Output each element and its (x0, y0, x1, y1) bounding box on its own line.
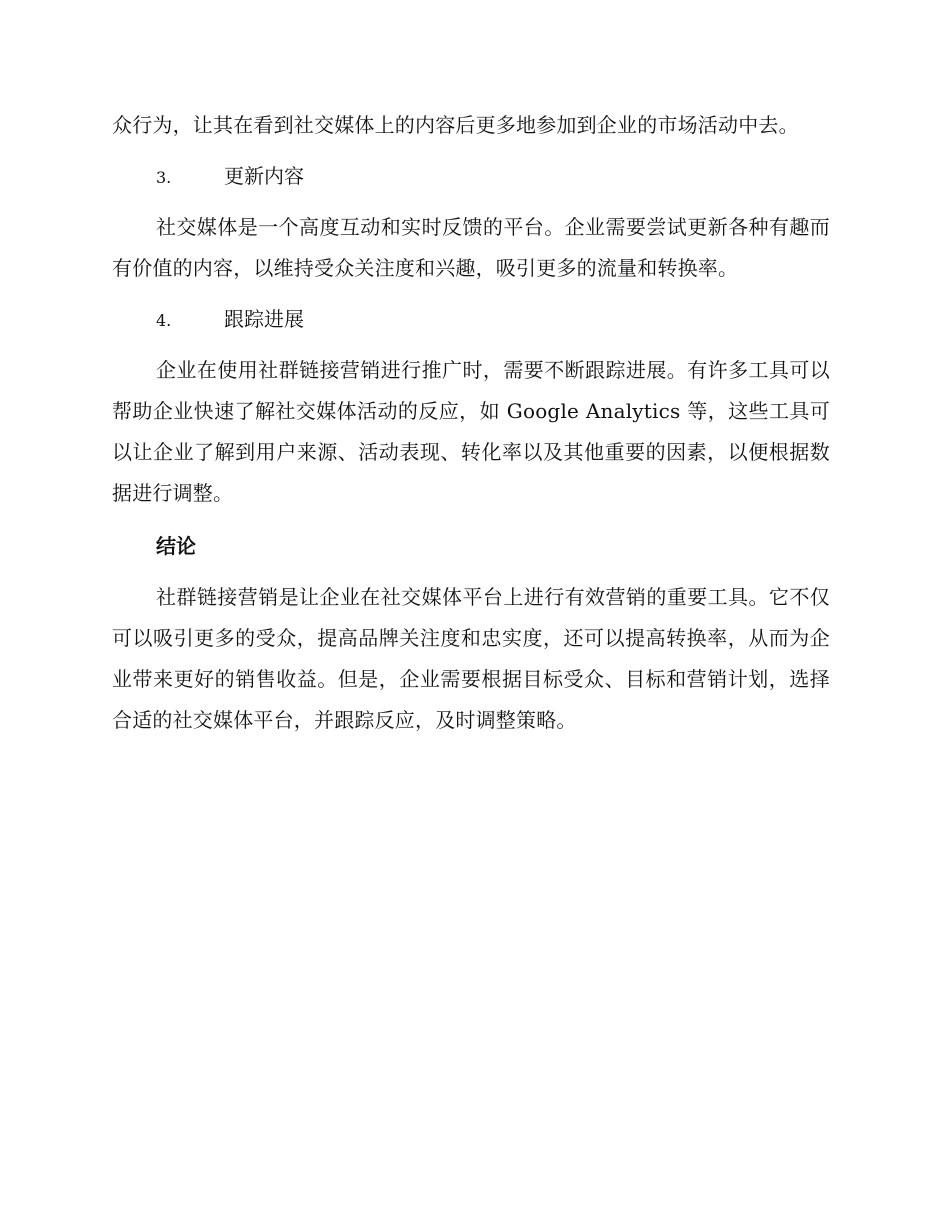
conclusion-paragraph: 社群链接营销是让企业在社交媒体平台上进行有效营销的重要工具。它不仅可以吸引更多的受众，提高品牌关注度和忠实度，还可以提高转换率，从而为企业带来更好的销售收益。但是，企业需要根据目标受众、目标和营销计划，选择合适的社交媒体平台，并跟踪反应，及时调整策略。 (112, 585, 830, 732)
intro-continuation-paragraph: 众行为，让其在看到社交媒体上的内容后更多地参加到企业的市场活动中去。 (112, 113, 799, 137)
conclusion-heading: 结论 (156, 534, 196, 558)
update-content-paragraph: 社交媒体是一个高度互动和实时反馈的平台。企业需要尝试更新各种有趣而有价值的内容，以维持受众关注度和兴趣，吸引更多的流量和转换率。 (112, 215, 830, 280)
list-item-3-heading (112, 156, 830, 197)
list-item-4-heading (112, 299, 830, 340)
track-progress-paragraph: 企业在使用社群链接营销进行推广时，需要不断跟踪进展。有许多工具可以帮助企业快速了解社交媒体活动的反应，如 Google Analytics 等，这些工具可以让企业了解到用户来源、活动表现、转化率以及其他重要的因素，以便根据数据进行调整。 (112, 358, 830, 505)
list-item-number: 4. (156, 311, 172, 330)
list-item-number: 3. (156, 168, 172, 187)
list-item-title: 更新内容 (224, 164, 304, 188)
document-body (112, 105, 830, 741)
list-item-title: 跟踪进展 (224, 307, 304, 331)
